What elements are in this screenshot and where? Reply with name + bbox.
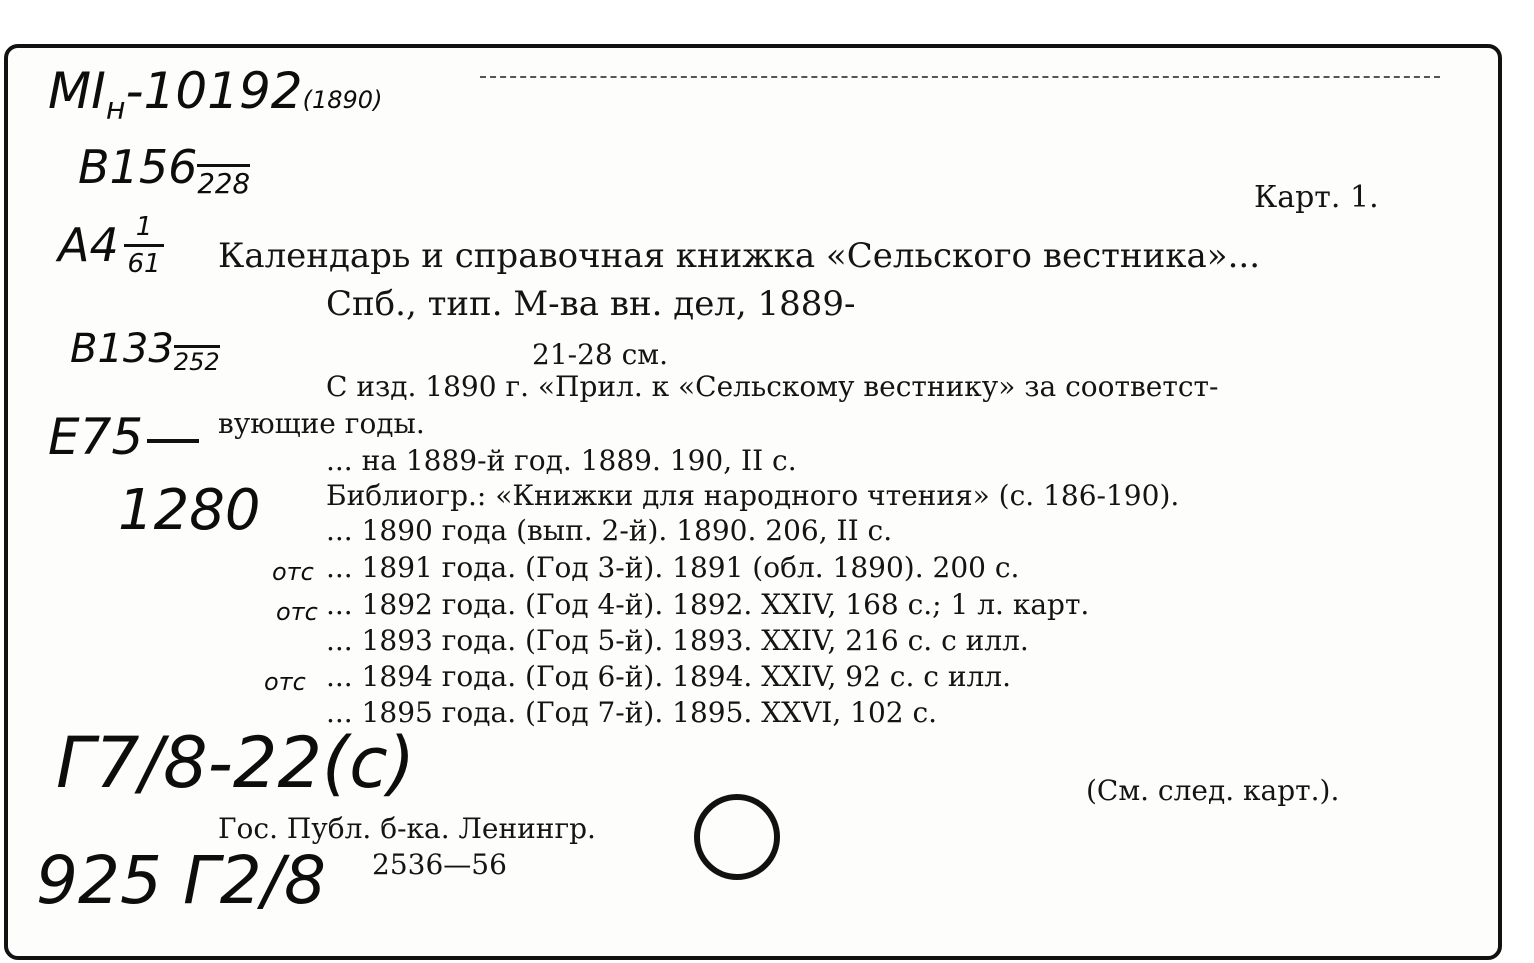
- imprint: Спб., тип. М-ва вн. дел, 1889-: [326, 284, 856, 324]
- shelfmark-b133: $B133_{252}$: [70, 326, 220, 377]
- top-rule: [480, 76, 1440, 78]
- entry-1895: ... 1895 года. (Год 7-й). 1895. XXVI, 102 с.: [326, 696, 938, 729]
- note-line-2: вующие годы.: [218, 407, 425, 440]
- shelfmark-e75: E75: [48, 408, 199, 466]
- ots-mark-1891: отс: [272, 558, 314, 586]
- library-name: Гос. Публ. б-ка. Ленингр.: [218, 812, 596, 845]
- title: Календарь и справочная книжка «Сельского вестника»...: [218, 236, 1260, 276]
- shelfmark-a4: A4: [58, 218, 119, 272]
- shelfmark-925-g: 925 Г2/8: [36, 842, 326, 919]
- order-number: 2536—56: [372, 848, 507, 881]
- ots-mark-1894: отс: [264, 668, 306, 696]
- shelfmark-1280: 1280: [118, 478, 261, 543]
- ots-mark-1892: отс: [276, 598, 318, 626]
- size: 21-28 см.: [532, 338, 668, 371]
- punch-hole: [694, 794, 780, 880]
- entry-1889: ... на 1889-й год. 1889. 190, II с.: [326, 444, 797, 477]
- shelfmark-main: $MI_н-10192(1890)$: [48, 62, 383, 127]
- shelfmark-a4-fraction: 1 61: [124, 212, 164, 279]
- shelfmark-g-7-8: Г7/8-22(с): [56, 722, 416, 804]
- entry-1894: ... 1894 года. (Год 6-й). 1894. XXIV, 92 с. с илл.: [326, 660, 1011, 693]
- entry-1890: ... 1890 года (вып. 2-й). 1890. 206, II с.: [326, 514, 893, 547]
- see-next-card: (См. след. карт.).: [1086, 774, 1340, 807]
- shelfmark-b156: $B156_{228}$: [78, 140, 251, 200]
- entry-1893: ... 1893 года. (Год 5-й). 1893. XXIV, 216 с. с илл.: [326, 624, 1029, 657]
- bibliography-note: Библиогр.: «Книжки для народного чтения» (с. 186-190).: [326, 479, 1180, 512]
- card-number: Карт. 1.: [1254, 180, 1379, 215]
- entry-1891: ... 1891 года. (Год 3-й). 1891 (обл. 1890). 200 с.: [326, 551, 1020, 584]
- note-line-1: С изд. 1890 г. «Прил. к «Сельскому вестнику» за соответст-: [326, 370, 1219, 403]
- entry-1892: ... 1892 года. (Год 4-й). 1892. XXIV, 168 с.; 1 л. карт.: [326, 588, 1090, 621]
